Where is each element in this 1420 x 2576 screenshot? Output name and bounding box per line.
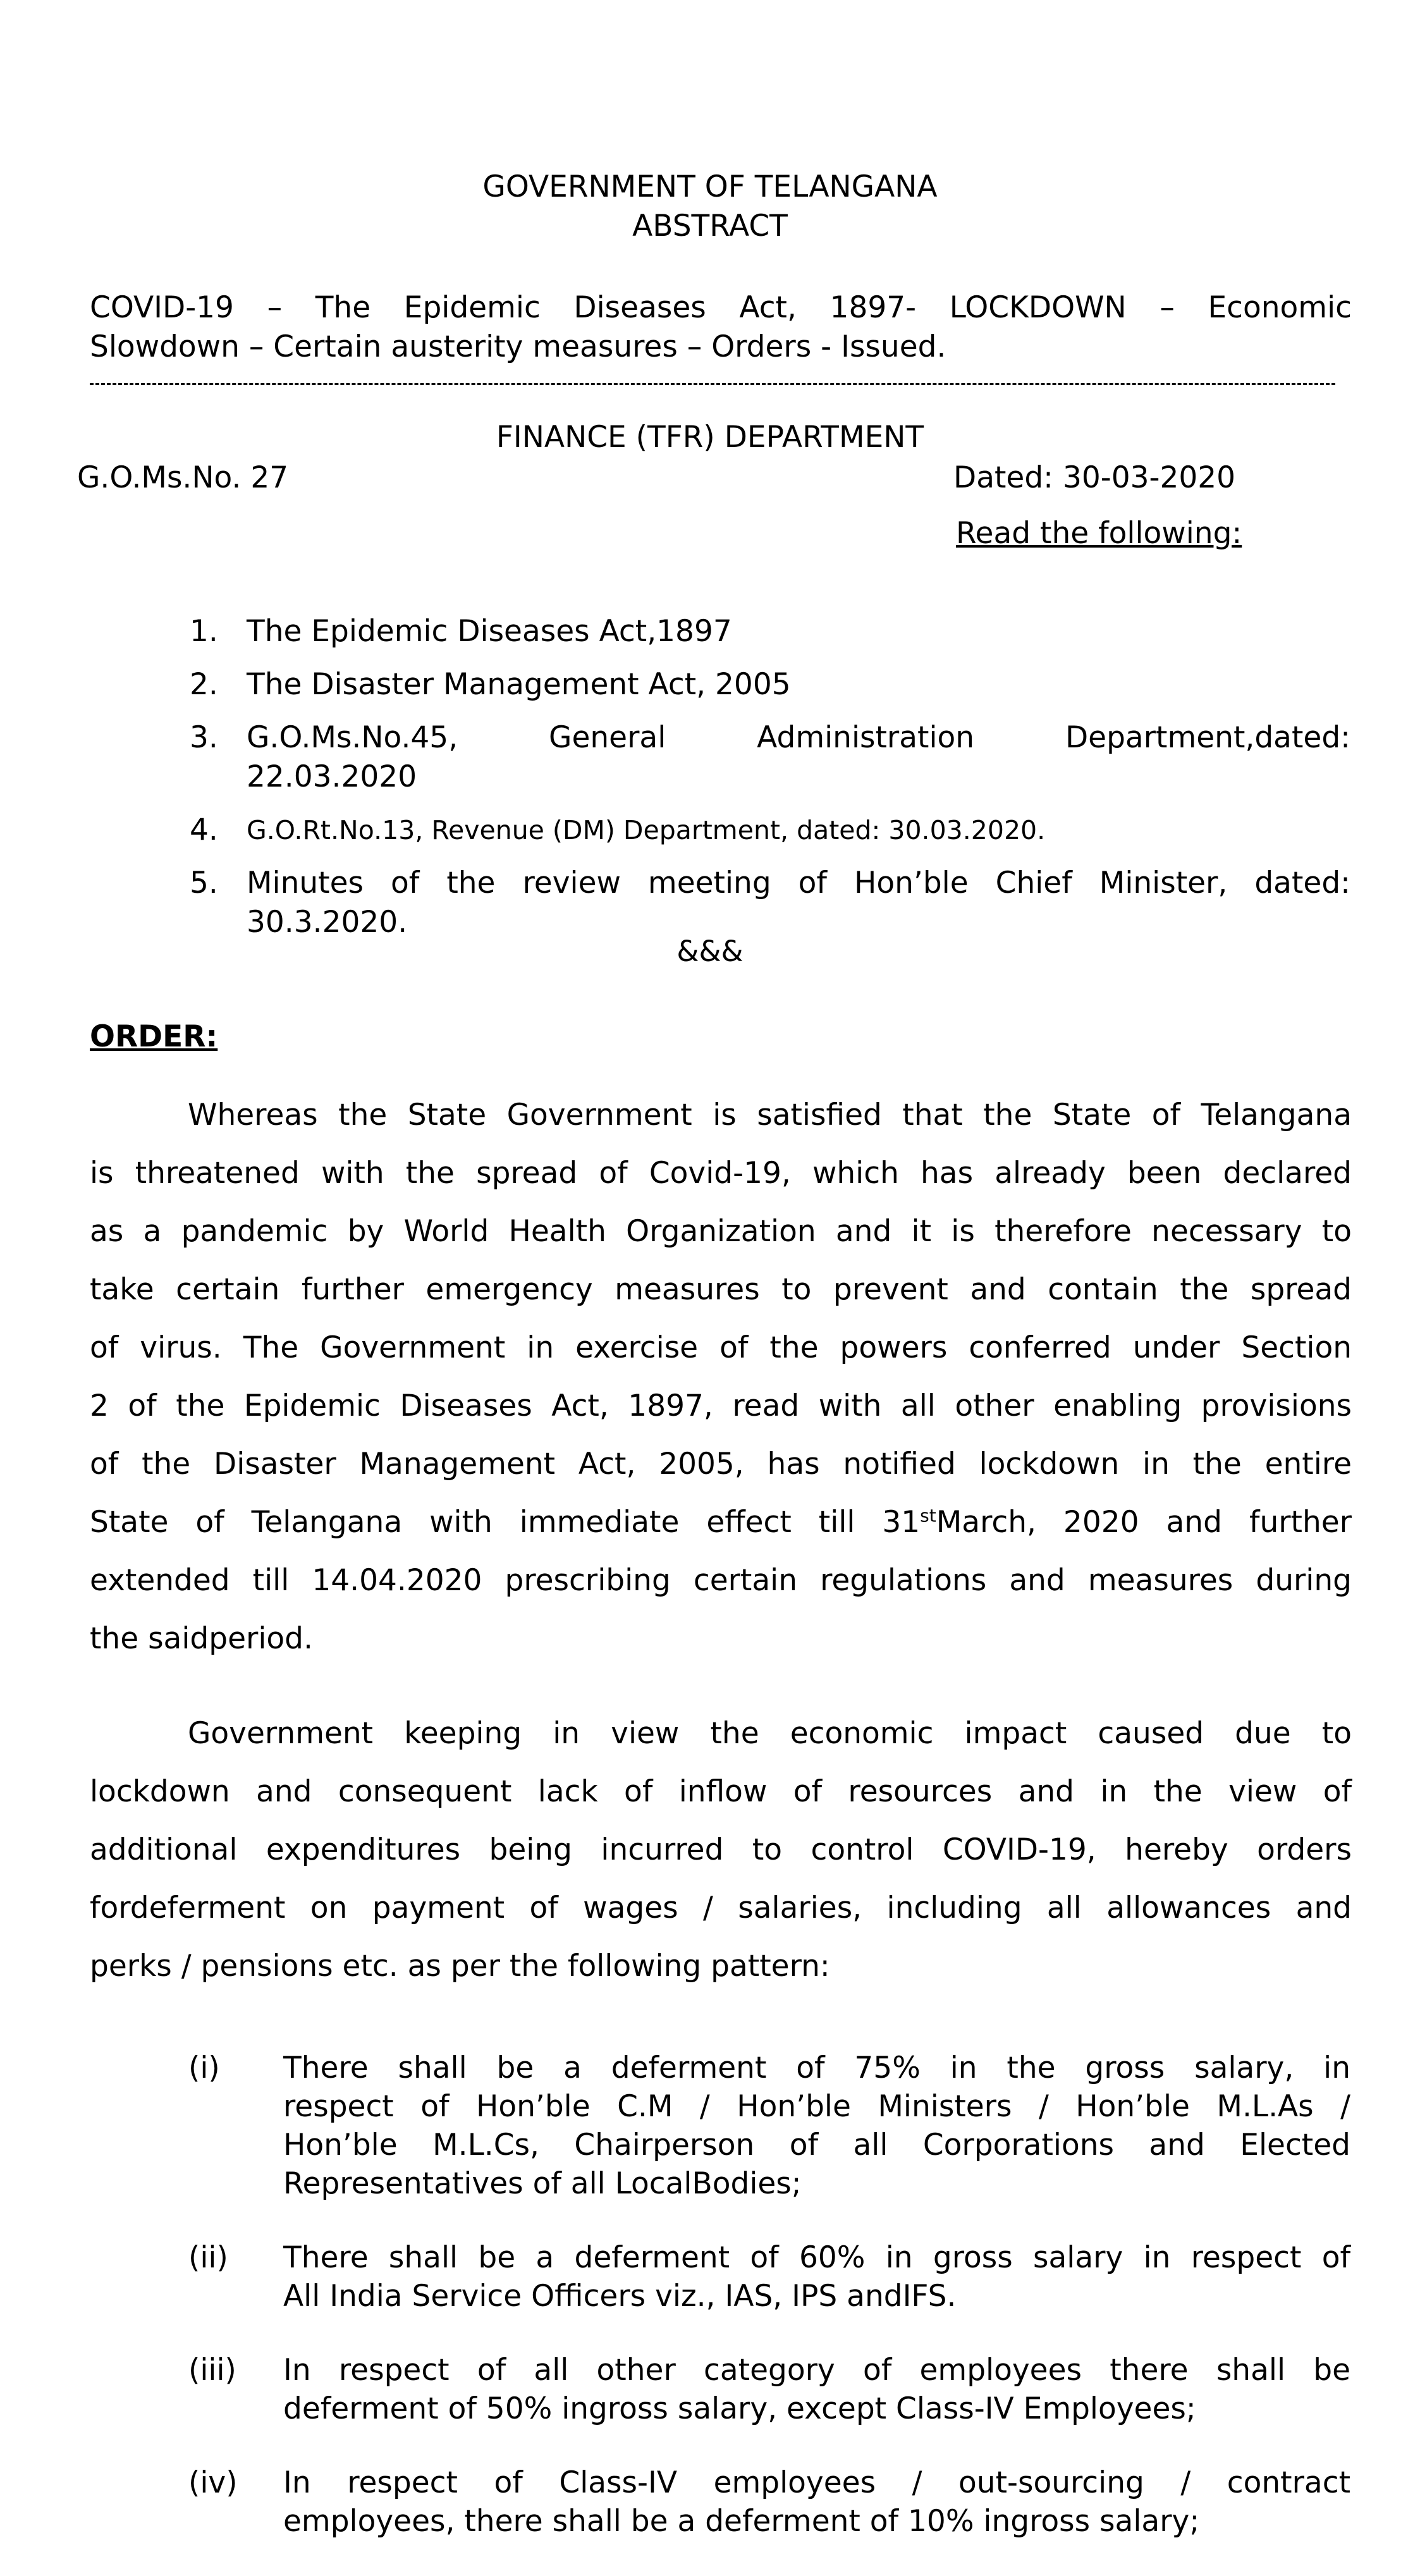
paragraph-line: perks / pensions etc. as per the following pattern:: [90, 1949, 830, 1984]
clause-line: There shall be a deferment of 75% in the gross salary, in: [283, 2051, 1350, 2085]
clause-number: (i): [188, 2051, 220, 2085]
clause-line: In respect of all other category of employees there shall be: [283, 2353, 1350, 2388]
clause-number: (iii): [188, 2353, 236, 2388]
reference-item: [190, 864, 1350, 942]
paragraph-line: of virus. The Government in exercise of the powers conferred under Section: [90, 1330, 1352, 1365]
clause-line: respect of Hon’ble C.M / Hon’ble Ministers / Hon’ble M.L.As /: [283, 2089, 1350, 2124]
dashed-separator: [90, 383, 1335, 385]
abstract-heading: ABSTRACT: [632, 209, 788, 243]
paragraph-line: lockdown and consequent lack of inflow of resources and in the view of: [90, 1774, 1352, 1809]
subject-line-2: Slowdown – Certain austerity measures – Orders - Issued.: [90, 329, 946, 364]
paragraph-line: as a pandemic by World Health Organization and it is therefore necessary to: [90, 1214, 1352, 1249]
paragraph-line: Whereas the State Government is satisfied that the State of Telangana: [188, 1098, 1352, 1132]
reference-text-line: Minutes of the review meeting of Hon’ble Chief Minister, dated:: [247, 866, 1350, 900]
reference-number: 3.: [190, 720, 218, 755]
clause-text: [283, 2049, 1350, 2203]
order-heading: ORDER:: [90, 1019, 218, 1054]
clause-line: employees, there shall be a deferment of 10% ingross salary;: [283, 2504, 1200, 2539]
reference-item: [190, 811, 1350, 850]
clause-text: [283, 2351, 1350, 2428]
government-heading: GOVERNMENT OF TELANGANA: [482, 169, 938, 204]
paragraph-line: additional expenditures being incurred to control COVID-19, hereby orders: [90, 1832, 1352, 1867]
clause-item: [188, 2351, 1350, 2428]
reference-text-line: 30.3.2020.: [247, 905, 408, 940]
deferment-clauses: [188, 2049, 1350, 2576]
ordinal-superscript: st: [920, 1505, 936, 1526]
clause-line: In respect of Class-IV employees / out-sourcing / contract: [283, 2465, 1350, 2500]
paragraph-line: take certain further emergency measures to prevent and contain the spread: [90, 1272, 1352, 1307]
reference-item: [190, 718, 1350, 797]
paragraph-line: is threatened with the spread of Covid-19, which has already been declared: [90, 1156, 1352, 1191]
clause-number: (iv): [188, 2465, 238, 2500]
order-paragraph-2: [90, 1705, 1352, 1996]
reference-number: 2.: [190, 667, 218, 702]
reference-text: The Epidemic Diseases Act,1897: [247, 614, 732, 649]
clause-item: [188, 2049, 1350, 2203]
reference-list: [190, 612, 1350, 956]
read-following-heading: Read the following:: [956, 516, 1242, 551]
clause-text: [283, 2463, 1350, 2541]
clause-item: [188, 2463, 1350, 2541]
reference-item: [190, 612, 1350, 651]
clause-text: [283, 2238, 1350, 2315]
go-date: Dated: 30-03-2020: [953, 460, 1236, 495]
department-heading: FINANCE (TFR) DEPARTMENT: [496, 420, 924, 455]
line-text-before: State of Telangana with immediate effect till 31: [90, 1505, 921, 1540]
clause-item: [188, 2238, 1350, 2315]
reference-text-line: G.O.Ms.No.45, General Administration Department,dated:: [247, 720, 1350, 755]
go-number: G.O.Ms.No. 27: [77, 460, 289, 495]
paragraph-line: of the Disaster Management Act, 2005, has notified lockdown in the entire: [90, 1447, 1352, 1481]
subject-line-1: COVID-19 – The Epidemic Diseases Act, 1897- LOCKDOWN – Economic: [90, 290, 1352, 325]
clause-line: Hon’ble M.L.Cs, Chairperson of all Corporations and Elected: [283, 2128, 1350, 2162]
paragraph-line: the saidperiod.: [90, 1621, 313, 1656]
line-text-after: March, 2020 and further: [936, 1505, 1352, 1540]
reference-text: [247, 718, 1350, 797]
reference-text: The Disaster Management Act, 2005: [247, 667, 791, 702]
clause-number: (ii): [188, 2240, 228, 2275]
clause-line: All India Service Officers viz., IAS, IPS andIFS.: [283, 2279, 957, 2314]
paragraph-line: 2 of the Epidemic Diseases Act, 1897, read with all other enabling provisions: [90, 1389, 1352, 1423]
clause-line: Representatives of all LocalBodies;: [283, 2166, 802, 2201]
paragraph-line: extended till 14.04.2020 prescribing certain regulations and measures during: [90, 1563, 1352, 1598]
reference-text-line: 22.03.2020: [247, 759, 417, 794]
reference-number: 4.: [190, 813, 218, 847]
paragraph-line: Government keeping in view the economic impact caused due to: [188, 1716, 1352, 1751]
paragraph-line: fordeferment on payment of wages / salaries, including all allowances and: [90, 1891, 1352, 1925]
reference-item: [190, 665, 1350, 704]
clause-line: There shall be a deferment of 60% in gross salary in respect of: [283, 2240, 1350, 2275]
order-paragraph-1: [90, 1086, 1352, 1668]
reference-number: 1.: [190, 614, 218, 649]
subject-block: [90, 288, 1352, 367]
section-separator: &&&: [676, 935, 744, 968]
reference-text: G.O.Rt.No.13, Revenue (DM) Department, dated: 30.03.2020.: [247, 815, 1046, 845]
paragraph-line: [90, 1493, 1352, 1552]
reference-text: [247, 864, 1350, 942]
clause-line: deferment of 50% ingross salary, except Class-IV Employees;: [283, 2391, 1196, 2426]
reference-number: 5.: [190, 866, 218, 900]
